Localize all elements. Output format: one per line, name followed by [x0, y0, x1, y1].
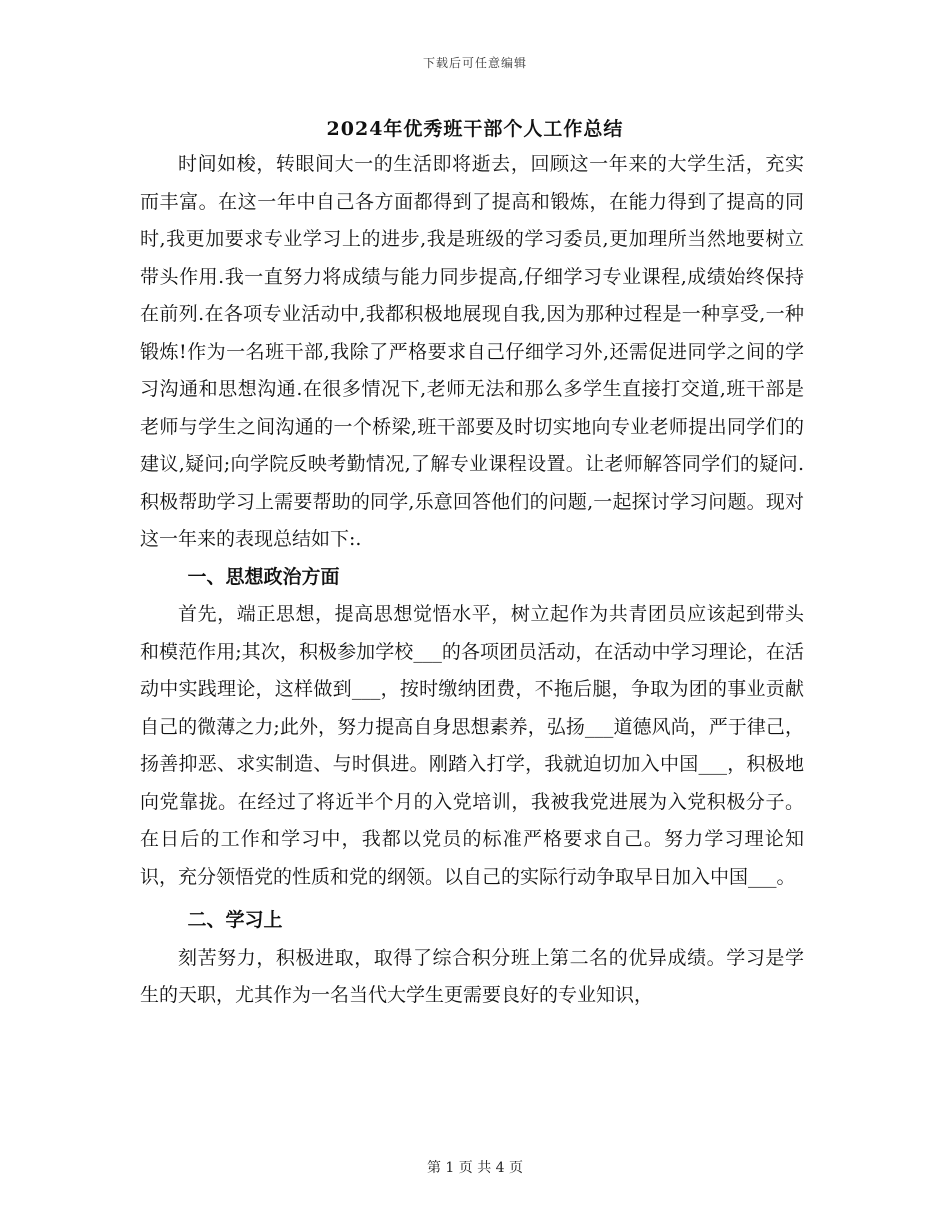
section-heading-political: 一、思想政治方面 — [187, 565, 340, 588]
intro-paragraph: 时间如梭，转眼间大一的生活即将逝去，回顾这一年来的大学生活，充实而丰富。在这一年中自己各方面都得到了提高和锻炼，在能力得到了提高的同时,我更加要求专业学习上的进步,我是班级的学习委员,更加理所当然地要树立带头作用.我一直努力将成绩与能力同步提高,仔细学习专业课程,成绩始终保持在前列.在各项专业活动中,我都积极地展现自我,因为那种过程是一种享受,一种锻炼!作为一名班干部,我除了严格要求自己仔细学习外,还需促进同学之间的学习沟通和思想沟通.在很多情况下,老师无法和那么多学生直接打交道,班干部是老师与学生之间沟通的一个桥梁,班干部要及时切实地向专业老师提出同学们的建议,疑问;向学院反映考勤情况,了解专业课程设置。让老师解答同学们的疑问.积极帮助学习上需要帮助的同学,乐意回答他们的问题,一起探讨学习问题。现对这一年来的表现总结如下:. — [140, 153, 804, 550]
document-body — [140, 146, 804, 1015]
section-body-political: 首先，端正思想，提高思想觉悟水平，树立起作为共青团员应该起到带头和模范作用;其次，积极参加学校___的各项团员活动，在活动中学习理论，在活动中实践理论，这样做到___，按时缴纳团费，不拖后腿，争取为团的事业贡献自己的微薄之力;此外，努力提高自身思想素养，弘扬___道德风尚，严于律己，扬善抑恶、求实制造、与时俱进。刚踏入打学，我就迫切加入中国___，积极地向党靠拢。在经过了将近半个月的入党培训，我被我党进展为入党积极分子。在日后的工作和学习中，我都以党员的标准严格要求自己。努力学习理论知识，充分领悟党的性质和党的纲领。以自己的实际行动争取早日加入中国___。 — [140, 603, 804, 888]
page-footer-number: 第 1 页 共 4 页 — [426, 1160, 524, 1176]
document-title: 2024年优秀班干部个人工作总结 — [326, 118, 624, 140]
page-header-note: 下载后可任意编辑 — [422, 56, 527, 70]
section-heading-study: 二、学习上 — [187, 909, 283, 931]
section-body-study: 刻苦努力，积极进取，取得了综合积分班上第二名的优异成绩。学习是学生的天职，尤其作为一名当代大学生更需要良好的专业知识， — [140, 946, 804, 1006]
